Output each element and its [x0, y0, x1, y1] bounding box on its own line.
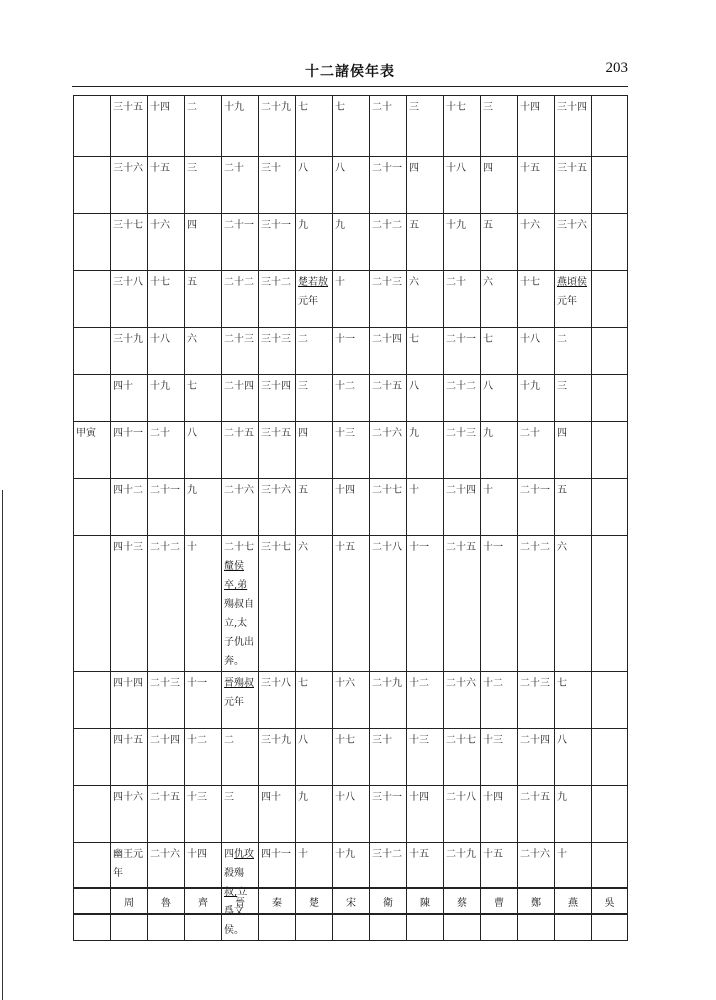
table-cell — [592, 422, 628, 479]
table-cell: 十九 — [518, 375, 555, 422]
table-cell: 四十三 — [111, 536, 148, 672]
year-row — [74, 271, 628, 328]
table-cell: 十七 — [333, 729, 370, 786]
table-cell: 八 — [333, 157, 370, 214]
cyclical-year-cell — [74, 214, 111, 271]
proper-name: 叔, — [224, 887, 238, 898]
table-cell: 十二 — [185, 729, 222, 786]
table-cell: 三 — [222, 786, 259, 843]
table-cell: 十七 — [518, 271, 555, 328]
table-cell: 四十二 — [111, 479, 148, 536]
table-cell: 二十六 — [444, 672, 481, 729]
cyclical-year-cell — [74, 375, 111, 422]
table-cell: 燕頃侯元年 — [555, 271, 592, 328]
table-cell: 二十七釐侯卒,弟殤叔自立,太子仇出奔。 — [222, 536, 259, 672]
chronology-table — [73, 95, 628, 941]
table-cell: 四十一 — [259, 843, 296, 941]
table-cell: 十三 — [481, 729, 518, 786]
table-cell: 二十 — [518, 422, 555, 479]
page-number: 203 — [605, 60, 628, 76]
state-label: 燕 — [555, 888, 592, 914]
table-cell: 七 — [407, 328, 444, 375]
table-cell: 二十一 — [222, 214, 259, 271]
table-cell: 十七 — [444, 96, 481, 157]
table-cell: 八 — [481, 375, 518, 422]
table-cell — [592, 157, 628, 214]
cyclical-year-cell — [74, 672, 111, 729]
table-cell: 十三 — [333, 422, 370, 479]
cyclical-year-cell — [74, 786, 111, 843]
table-cell: 三十六 — [259, 479, 296, 536]
table-cell: 二十三 — [518, 672, 555, 729]
table-cell: 七 — [296, 96, 333, 157]
table-cell: 十八 — [444, 157, 481, 214]
table-cell: 二十四 — [370, 328, 407, 375]
table-cell: 十五 — [407, 843, 444, 941]
table-cell — [592, 328, 628, 375]
proper-name: 晉殤叔 — [224, 678, 254, 689]
table-cell: 三十一 — [370, 786, 407, 843]
table-cell: 十二 — [333, 375, 370, 422]
year-row — [74, 214, 628, 271]
table-cell: 十一 — [481, 536, 518, 672]
table-cell: 三十一 — [259, 214, 296, 271]
table-cell: 三十九 — [111, 328, 148, 375]
table-cell — [592, 96, 628, 157]
table-cell: 六 — [296, 536, 333, 672]
table-cell: 十九 — [444, 214, 481, 271]
table-cell: 三十七 — [259, 536, 296, 672]
table-cell: 四十六 — [111, 786, 148, 843]
table-cell: 三十四 — [259, 375, 296, 422]
table-cell: 二十八 — [370, 536, 407, 672]
table-cell: 十三 — [407, 729, 444, 786]
cyclical-year-cell — [74, 729, 111, 786]
proper-name: 楚若敖 — [298, 277, 328, 288]
table-cell: 三十八 — [259, 672, 296, 729]
table-cell: 二十三 — [148, 672, 185, 729]
table-cell: 二 — [185, 96, 222, 157]
table-cell: 十八 — [333, 786, 370, 843]
table-cell: 三 — [296, 375, 333, 422]
table-cell: 六 — [481, 271, 518, 328]
state-header-row — [73, 887, 628, 915]
table-cell: 十一 — [185, 672, 222, 729]
state-label: 宋 — [333, 888, 370, 914]
table-cell: 八 — [296, 157, 333, 214]
table-cell: 三十三 — [259, 328, 296, 375]
table-cell: 二十四 — [444, 479, 481, 536]
table-cell: 二十五 — [518, 786, 555, 843]
table-cell: 九 — [407, 422, 444, 479]
table-cell — [592, 479, 628, 536]
table-cell: 十 — [555, 843, 592, 941]
state-label: 楚 — [296, 888, 333, 914]
table-cell: 三十五 — [111, 96, 148, 157]
table-cell: 十 — [407, 479, 444, 536]
table-cell — [592, 214, 628, 271]
table-cell: 七 — [555, 672, 592, 729]
table-cell: 十八 — [148, 328, 185, 375]
table-cell: 二十四 — [518, 729, 555, 786]
table-cell: 三十五 — [555, 157, 592, 214]
table-cell: 十 — [481, 479, 518, 536]
table-cell — [592, 375, 628, 422]
header-rule — [72, 86, 628, 87]
cyclical-year-cell — [74, 271, 111, 328]
year-row — [74, 479, 628, 536]
table-cell: 三 — [185, 157, 222, 214]
proper-name: ,弟 — [234, 580, 248, 591]
table-cell: 四 — [407, 157, 444, 214]
table-cell: 晉殤叔元年 — [222, 672, 259, 729]
table-cell: 八 — [185, 422, 222, 479]
table-cell: 十五 — [148, 157, 185, 214]
state-label: 周 — [111, 888, 148, 914]
table-cell: 二十五 — [222, 422, 259, 479]
table-cell: 二十一 — [148, 479, 185, 536]
table-cell: 二十四 — [222, 375, 259, 422]
year-row — [74, 786, 628, 843]
proper-name: 釐侯卒 — [224, 561, 244, 591]
table-cell: 二十九 — [259, 96, 296, 157]
table-cell: 二十二 — [444, 375, 481, 422]
cyclical-year-cell — [74, 328, 111, 375]
table-cell: 六 — [555, 536, 592, 672]
year-row — [74, 375, 628, 422]
state-label: 陳 — [407, 888, 444, 914]
table-cell: 二十五 — [370, 375, 407, 422]
table-cell — [592, 672, 628, 729]
table-cell: 十六 — [333, 672, 370, 729]
table-cell: 四十一 — [111, 422, 148, 479]
table-cell: 十九 — [222, 96, 259, 157]
state-label: 鄭 — [518, 888, 555, 914]
table-cell: 二十二 — [148, 536, 185, 672]
table-cell: 三十二 — [370, 843, 407, 941]
table-cell: 十 — [333, 271, 370, 328]
table-cell: 二十六 — [518, 843, 555, 941]
table-cell: 十 — [185, 536, 222, 672]
table-cell: 二十九 — [444, 843, 481, 941]
cyclical-year-cell — [74, 157, 111, 214]
table-cell: 五 — [296, 479, 333, 536]
table-cell: 九 — [296, 214, 333, 271]
state-label: 蔡 — [444, 888, 481, 914]
table-cell: 八 — [296, 729, 333, 786]
year-row — [74, 96, 628, 157]
table-cell — [592, 271, 628, 328]
state-label: 衛 — [370, 888, 407, 914]
table-cell: 二十八 — [444, 786, 481, 843]
table-cell: 三十八 — [111, 271, 148, 328]
table-cell: 六 — [185, 328, 222, 375]
cyclical-year-cell — [74, 536, 111, 672]
table-cell: 三 — [407, 96, 444, 157]
table-cell: 四十四 — [111, 672, 148, 729]
table-cell: 二十三 — [222, 328, 259, 375]
proper-name: 仇攻 — [234, 849, 254, 860]
table-cell: 二十六 — [148, 843, 185, 941]
page-header — [72, 58, 628, 84]
table-cell: 三十四 — [555, 96, 592, 157]
cyclical-year-cell — [74, 96, 111, 157]
table-cell: 十 — [296, 843, 333, 941]
table-cell: 十七 — [148, 271, 185, 328]
table-cell: 二十五 — [148, 786, 185, 843]
table-cell: 二十六 — [222, 479, 259, 536]
table-cell: 二十一 — [370, 157, 407, 214]
table-cell: 九 — [296, 786, 333, 843]
table-cell: 五 — [407, 214, 444, 271]
table-cell: 十四 — [185, 843, 222, 941]
table-cell: 三十 — [370, 729, 407, 786]
table-cell — [592, 536, 628, 672]
table-cell: 二十一 — [518, 479, 555, 536]
running-title: 十二諸侯年表 — [305, 64, 395, 80]
table-cell: 二十九 — [370, 672, 407, 729]
table-cell: 十五 — [518, 157, 555, 214]
state-label: 魯 — [148, 888, 185, 914]
table-cell: 二十 — [370, 96, 407, 157]
table-cell: 十五 — [481, 843, 518, 941]
table-cell: 十九 — [148, 375, 185, 422]
table-cell: 三十二 — [259, 271, 296, 328]
cyclical-year-cell: 甲寅 — [74, 422, 111, 479]
table-cell: 五 — [481, 214, 518, 271]
table-cell: 二十二 — [370, 214, 407, 271]
year-row — [74, 328, 628, 375]
table-cell: 九 — [555, 786, 592, 843]
state-label: 曹 — [481, 888, 518, 914]
table-cell: 幽王元年 — [111, 843, 148, 941]
table-cell: 二十 — [444, 271, 481, 328]
table-cell: 三十九 — [259, 729, 296, 786]
table-cell: 三 — [481, 96, 518, 157]
table-cell: 十八 — [518, 328, 555, 375]
table-cell: 二十一 — [444, 328, 481, 375]
table-cell: 九 — [481, 422, 518, 479]
table-cell: 七 — [481, 328, 518, 375]
scan-edge-line — [2, 490, 3, 1000]
table-cell: 四 — [296, 422, 333, 479]
table-cell: 二十七 — [444, 729, 481, 786]
table-cell: 十五 — [333, 536, 370, 672]
table-cell: 十四 — [333, 479, 370, 536]
table-cell: 二十二 — [518, 536, 555, 672]
table-cell: 二十七 — [370, 479, 407, 536]
state-label: 晉 — [222, 888, 259, 914]
year-row — [74, 672, 628, 729]
table-cell: 五 — [185, 271, 222, 328]
cyclical-year-cell — [74, 479, 111, 536]
table-cell: 三十七 — [111, 214, 148, 271]
table-cell: 三十六 — [555, 214, 592, 271]
table-cell: 十三 — [185, 786, 222, 843]
table-cell: 十四 — [407, 786, 444, 843]
table-cell: 七 — [185, 375, 222, 422]
table-cell: 八 — [555, 729, 592, 786]
table-cell: 二十三 — [370, 271, 407, 328]
table-cell: 十六 — [518, 214, 555, 271]
table-cell — [592, 786, 628, 843]
table-cell: 四 — [555, 422, 592, 479]
table-cell: 七 — [333, 96, 370, 157]
year-row — [74, 536, 628, 672]
table-cell: 十四 — [481, 786, 518, 843]
state-label: 吳 — [592, 888, 628, 914]
table-cell: 十一 — [407, 536, 444, 672]
state-label: 齊 — [185, 888, 222, 914]
table-cell: 三十 — [259, 157, 296, 214]
table-cell: 二十 — [148, 422, 185, 479]
footer-blank-cell — [74, 888, 111, 914]
table-cell: 八 — [407, 375, 444, 422]
table-cell: 三十五 — [259, 422, 296, 479]
table-cell: 二 — [296, 328, 333, 375]
year-row — [74, 157, 628, 214]
table-cell: 二十六 — [370, 422, 407, 479]
table-cell: 二 — [222, 729, 259, 786]
table-cell: 二十四 — [148, 729, 185, 786]
table-cell: 四十五 — [111, 729, 148, 786]
table-cell: 十二 — [407, 672, 444, 729]
year-row — [74, 729, 628, 786]
table-cell: 四 — [185, 214, 222, 271]
table-cell: 十四 — [148, 96, 185, 157]
state-label: 秦 — [259, 888, 296, 914]
table-cell: 十四 — [518, 96, 555, 157]
table-cell: 楚若敖元年 — [296, 271, 333, 328]
table-cell: 三十六 — [111, 157, 148, 214]
table-cell: 三 — [555, 375, 592, 422]
table-cell: 二 — [555, 328, 592, 375]
table-cell: 七 — [296, 672, 333, 729]
table-cell — [592, 729, 628, 786]
table-cell: 十一 — [333, 328, 370, 375]
table-cell: 二十五 — [444, 536, 481, 672]
table-cell: 十九 — [333, 843, 370, 941]
table-cell: 九 — [333, 214, 370, 271]
table-cell: 十二 — [481, 672, 518, 729]
table-cell: 九 — [185, 479, 222, 536]
table-cell: 十六 — [148, 214, 185, 271]
table-cell: 二十 — [222, 157, 259, 214]
proper-name: 燕頃侯 — [557, 277, 587, 288]
table-cell: 四 — [481, 157, 518, 214]
table-cell: 二十三 — [444, 422, 481, 479]
table-cell: 二十二 — [222, 271, 259, 328]
table-cell: 四仇攻殺殤叔,立爲文侯。 — [222, 843, 259, 941]
table-cell: 六 — [407, 271, 444, 328]
table-cell: 四十 — [259, 786, 296, 843]
table-cell: 四十 — [111, 375, 148, 422]
year-row — [74, 422, 628, 479]
table-cell: 五 — [555, 479, 592, 536]
